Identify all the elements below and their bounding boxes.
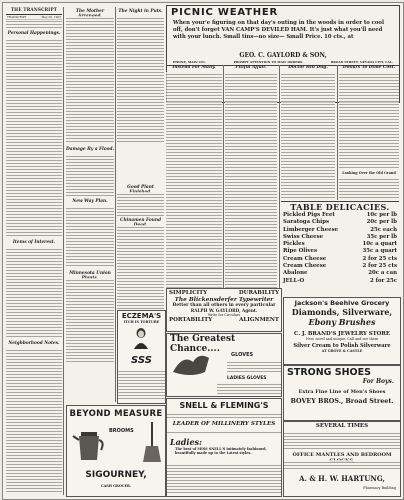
price-item: Ripe Olives: [283, 248, 317, 255]
picnic-phone: PHONE, MAIN 221.: [173, 60, 206, 64]
picnic-title: PICNIC WEATHER: [171, 7, 279, 18]
price-row: [283, 248, 397, 255]
headline-neighborhood: Neighborhood Notes.: [8, 341, 60, 346]
millinery-line: LEADER OF MILLINERY STYLES: [172, 421, 276, 427]
price-item: JELL-O: [283, 277, 305, 284]
eczema-title: ECZEMA'S: [121, 312, 162, 320]
brand-store: C. J. BRAND'S JEWELRY STORE: [294, 331, 390, 337]
price-value: 10c per lb: [366, 212, 397, 218]
dateline-left: TRANSCRIPT: [7, 15, 27, 19]
headline-flood: Damage By a Flood.: [66, 147, 114, 152]
column-rule: [279, 65, 280, 293]
headline-pitiful: Pitiful Affair.: [235, 65, 267, 70]
strong-shoes-title: STRONG SHOES: [287, 367, 371, 378]
column-rule: [63, 7, 64, 495]
text-block: [167, 463, 281, 493]
text-block: [284, 460, 400, 470]
bovey-bros: BOVEY BROS., Broad Street.: [290, 397, 394, 405]
price-value: 20c per lb: [366, 219, 397, 226]
text-block: [339, 72, 399, 168]
table-delicacies-ad: [281, 201, 399, 296]
alignment-label: ALIGNMENT: [239, 317, 279, 323]
headline-chinamen: Chinamen Found: [120, 218, 161, 223]
price-item: Pickled Pigs Feet: [283, 212, 335, 218]
text-block: [66, 206, 114, 268]
column-rule: [115, 7, 116, 402]
for-boys: For Boys.: [362, 378, 394, 385]
text-block: [339, 177, 399, 199]
picnic-address-line: [173, 60, 393, 64]
headline-plant: Good Plant: [127, 185, 154, 190]
jackson-title: Jackson's Beehive Grocery: [294, 299, 390, 307]
text-block: [117, 225, 164, 309]
text-block: [66, 278, 114, 362]
text-block: [166, 72, 222, 293]
strong-shoes-ad: [283, 365, 401, 421]
price-row: [283, 263, 397, 270]
brooms-label: BROOMS: [109, 428, 134, 434]
price-row: [283, 227, 397, 234]
typewriter-bottom-row: [167, 317, 281, 323]
typewriter-write: Write for Circulars: [207, 313, 241, 317]
ladies-heading: Ladies:: [170, 437, 202, 447]
headline-personal: Personal Happenings.: [7, 31, 61, 36]
hands-icon: [171, 348, 211, 378]
column-1: [6, 7, 62, 495]
ladies-gloves: LADIES GLOVES: [227, 376, 267, 381]
text-block: [217, 382, 281, 394]
price-row: [283, 212, 397, 219]
column-rule: [223, 65, 224, 293]
headline-minnesota: Minnesota Union: [69, 271, 111, 276]
sigourney-name: SIGOURNEY,: [85, 470, 147, 480]
price-row: [283, 278, 397, 285]
text-block: [66, 154, 114, 196]
headline-night: The Night in Puts.: [118, 9, 163, 14]
hartung-name: A. & H. W. HARTUNG,: [299, 474, 385, 483]
headline-newway: New Way Plan.: [72, 199, 108, 204]
newspaper-page: [2, 2, 404, 500]
several-times: SEVERAL TIMES: [315, 423, 369, 429]
ladies-text: The best of MISS SNELL'S intimately fashioned, beautifully made up to the Latest styles.: [175, 447, 267, 455]
chance-title: The Greatest Chance....: [170, 334, 236, 354]
price-value: 35c per lb: [366, 233, 397, 240]
durability-label: DURABILITY: [238, 290, 279, 296]
price-row: [283, 256, 397, 263]
typewriter-top-row: [167, 289, 281, 297]
cash-grocer: CASH GROCER.: [100, 484, 132, 488]
price-item: Saratoga Chips: [283, 219, 330, 226]
simplicity-label: SIMPLICITY: [169, 290, 208, 296]
snell-fleming-ad: [166, 398, 282, 497]
price-item: Pickles: [283, 241, 305, 248]
snell-title: SNELL & FLEMING'S: [179, 401, 269, 410]
dateline-date: May 20, 1903: [41, 15, 61, 19]
price-list: [281, 212, 399, 285]
typewriter-title: The Blickensderfer Typewriter: [174, 297, 274, 303]
column-6: [281, 65, 335, 200]
price-value: 20c a can: [368, 270, 397, 277]
ebony-line: Ebony Brushes: [308, 317, 376, 327]
text-block: [167, 412, 281, 418]
office-mantles: OFFICE MANTLES AND BEDROOM: [292, 452, 392, 458]
headline-doctor: Doctor Hill Dug.: [288, 65, 328, 70]
price-item: Limberger Cheese: [283, 226, 339, 233]
headline-dollars: Dollars To Dime Cost.: [342, 65, 396, 70]
headline-instead: Instead For Many.: [172, 65, 216, 70]
text-block: [117, 192, 164, 216]
brand-address: AT GROVE & CASTLE: [321, 349, 363, 353]
column-rule: [337, 65, 338, 200]
price-value: 10c a quart: [362, 241, 397, 248]
price-row: [283, 234, 397, 241]
beehive-note: Looking Over the Old Grand: [342, 171, 396, 175]
beyond-measure-ad: [66, 405, 166, 497]
price-item: Abalone: [283, 270, 308, 277]
eczema-subtitle: ITCH IS TORTURE: [123, 320, 160, 324]
text-block: [6, 19, 62, 29]
text-block: [167, 430, 281, 435]
typewriter-line: Better than all others in every particular: [172, 303, 276, 308]
text-block: [281, 72, 335, 200]
beyond-title: BEYOND MEASURE: [69, 409, 163, 419]
portability-label: PORTABILITY: [169, 317, 213, 323]
text-block: [118, 369, 165, 399]
picnic-signature: GEO. C. GAYLORD & SON,: [239, 52, 327, 59]
woman-portrait-icon: [133, 327, 149, 349]
text-block: [284, 431, 400, 449]
price-item: Cream Cheese: [283, 263, 327, 270]
column-7: [339, 65, 399, 200]
broom-icon: [142, 420, 162, 464]
price-value: 2 for 25c: [369, 277, 397, 284]
gloves-label: GLOVES: [231, 352, 254, 358]
headline-mother: The Mother: [75, 9, 105, 14]
pharmacy-building: Pharmacy Building: [363, 486, 396, 490]
text-block: [117, 16, 164, 144]
price-row: [283, 219, 397, 226]
price-value: 2 for 25 cts: [362, 263, 397, 270]
diamonds-line: Diamonds, Silverware,: [291, 307, 393, 317]
picnic-body: When your'e figuring on that day's outing in the woods in order to cool off, don't forget VAN CAMP'S DEVILED HAM. It's just what you'll need with your lunch. Small tins—no size— Small Price. 10 cts., at: [173, 20, 384, 40]
text-block: [6, 247, 62, 337]
price-value: 35c a quart: [362, 248, 397, 255]
price-value: 2 for 25 cts: [362, 255, 397, 262]
typewriter-ad: [166, 288, 282, 332]
jackson-diamonds-ad: [283, 297, 401, 365]
price-item: Cream Cheese: [283, 255, 327, 262]
silver-cream: Silver Cream to Polish Silverware: [293, 343, 391, 349]
price-row: [283, 270, 397, 277]
text-block: [227, 360, 281, 372]
extra-fine: Extra Fine Line of Men's Shoes: [298, 389, 386, 395]
text-block: [66, 16, 114, 144]
sss-logo: SSS: [131, 355, 152, 366]
text-block: [6, 38, 62, 238]
column-5: [225, 65, 277, 293]
table-title: TABLE DELICACIES.: [290, 202, 390, 212]
picnic-street: BROAD STREET, NEVADA CITY, CAL.: [330, 60, 393, 64]
column-4: [166, 65, 222, 293]
brand-line: New, novel and unique. Call and see them: [305, 337, 379, 341]
typewriter-agent: RALPH W. GAYLORD, Agent.: [190, 308, 258, 313]
price-item: Swiss Cheese: [283, 233, 324, 240]
price-value: 25c each: [370, 226, 397, 233]
hartung-clocks-ad: [283, 421, 401, 497]
masthead-title: THE TRANSCRIPT: [10, 7, 58, 12]
headline-items: Items of Interest.: [12, 240, 56, 245]
text-block: [6, 348, 62, 494]
price-row: [283, 241, 397, 248]
picnic-prompt: PROMPT ATTENTION TO MAIL ORDERS.: [233, 60, 304, 64]
text-block: [225, 72, 277, 293]
greatest-chance-ad: [166, 333, 282, 397]
eczema-ad: [117, 310, 166, 404]
coffee-pot-icon: [71, 424, 107, 464]
